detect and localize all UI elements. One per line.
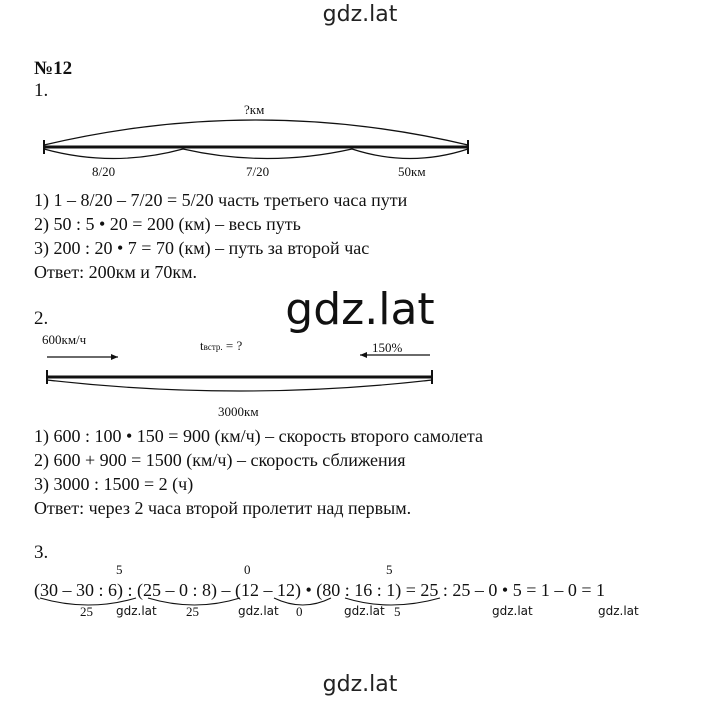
above-mark-1: 5	[116, 562, 123, 577]
watermark-top: gdz.lat	[322, 2, 398, 27]
total-arc	[44, 120, 468, 145]
diagram2-right-speed: 150%	[372, 340, 403, 355]
diagram1-seg3-label: 50км	[398, 164, 426, 179]
part2-answer: Ответ: через 2 часа второй пролетит над первым.	[34, 498, 412, 518]
arrow-left-head	[111, 354, 118, 360]
diagram2-left-speed: 600км/ч	[42, 332, 87, 347]
diagram1-seg2-label: 7/20	[246, 164, 270, 179]
problem-heading: №12	[34, 58, 73, 79]
part1-answer: Ответ: 200км и 70км.	[34, 262, 198, 282]
watermark-small-1: gdz.lat	[116, 604, 157, 618]
diagram2-distance: 3000км	[218, 404, 259, 419]
arrow-right-head	[360, 352, 367, 358]
watermark-bottom: gdz.lat	[322, 672, 398, 697]
above-mark-3: 5	[386, 562, 393, 577]
seg2-arc	[183, 149, 352, 159]
seg1-arc	[44, 149, 183, 159]
distance-arc	[47, 380, 432, 391]
seg3-arc	[352, 149, 468, 159]
diagram1-seg1-label: 8/20	[92, 164, 116, 179]
below-mark-2: 25	[186, 604, 199, 619]
part2-line-3: 3) 3000 : 1500 = 2 (ч)	[34, 474, 194, 494]
part1-number: 1.	[34, 80, 49, 101]
part3-expression: (30 – 30 : 6) : (25 – 0 : 8) – (12 – 12) • (80 : 16 : 1) = 25 : 25 – 0 • 5 = 1 – 0 = 1	[34, 580, 606, 600]
diagram1-total-label: ?км	[244, 102, 265, 117]
below-mark-4: 5	[394, 604, 401, 619]
watermark-middle: gdz.lat	[285, 284, 435, 335]
part2-line-2: 2) 600 + 900 = 1500 (км/ч) – скорость сближения	[34, 450, 406, 470]
part1-line-3: 3) 200 : 20 • 7 = 70 (км) – путь за второй час	[34, 238, 370, 258]
part2-line-1: 1) 600 : 100 • 150 = 900 (км/ч) – скорость второго самолета	[34, 426, 483, 446]
part1-line-2: 2) 50 : 5 • 20 = 200 (км) – весь путь	[34, 214, 301, 234]
watermark-small-2: gdz.lat	[238, 604, 279, 618]
part2-number: 2.	[34, 308, 49, 329]
below-mark-3: 0	[296, 604, 303, 619]
part3-number: 3.	[34, 542, 49, 563]
diagram2-meeting-time: tвстр. = ?	[200, 338, 243, 353]
part1-line-1: 1) 1 – 8/20 – 7/20 = 5/20 часть третьего часа пути	[34, 190, 408, 210]
watermark-small-5: gdz.lat	[598, 604, 639, 618]
watermark-small-3: gdz.lat	[344, 604, 385, 618]
below-mark-1: 25	[80, 604, 93, 619]
above-mark-2: 0	[244, 562, 251, 577]
watermark-small-4: gdz.lat	[492, 604, 533, 618]
